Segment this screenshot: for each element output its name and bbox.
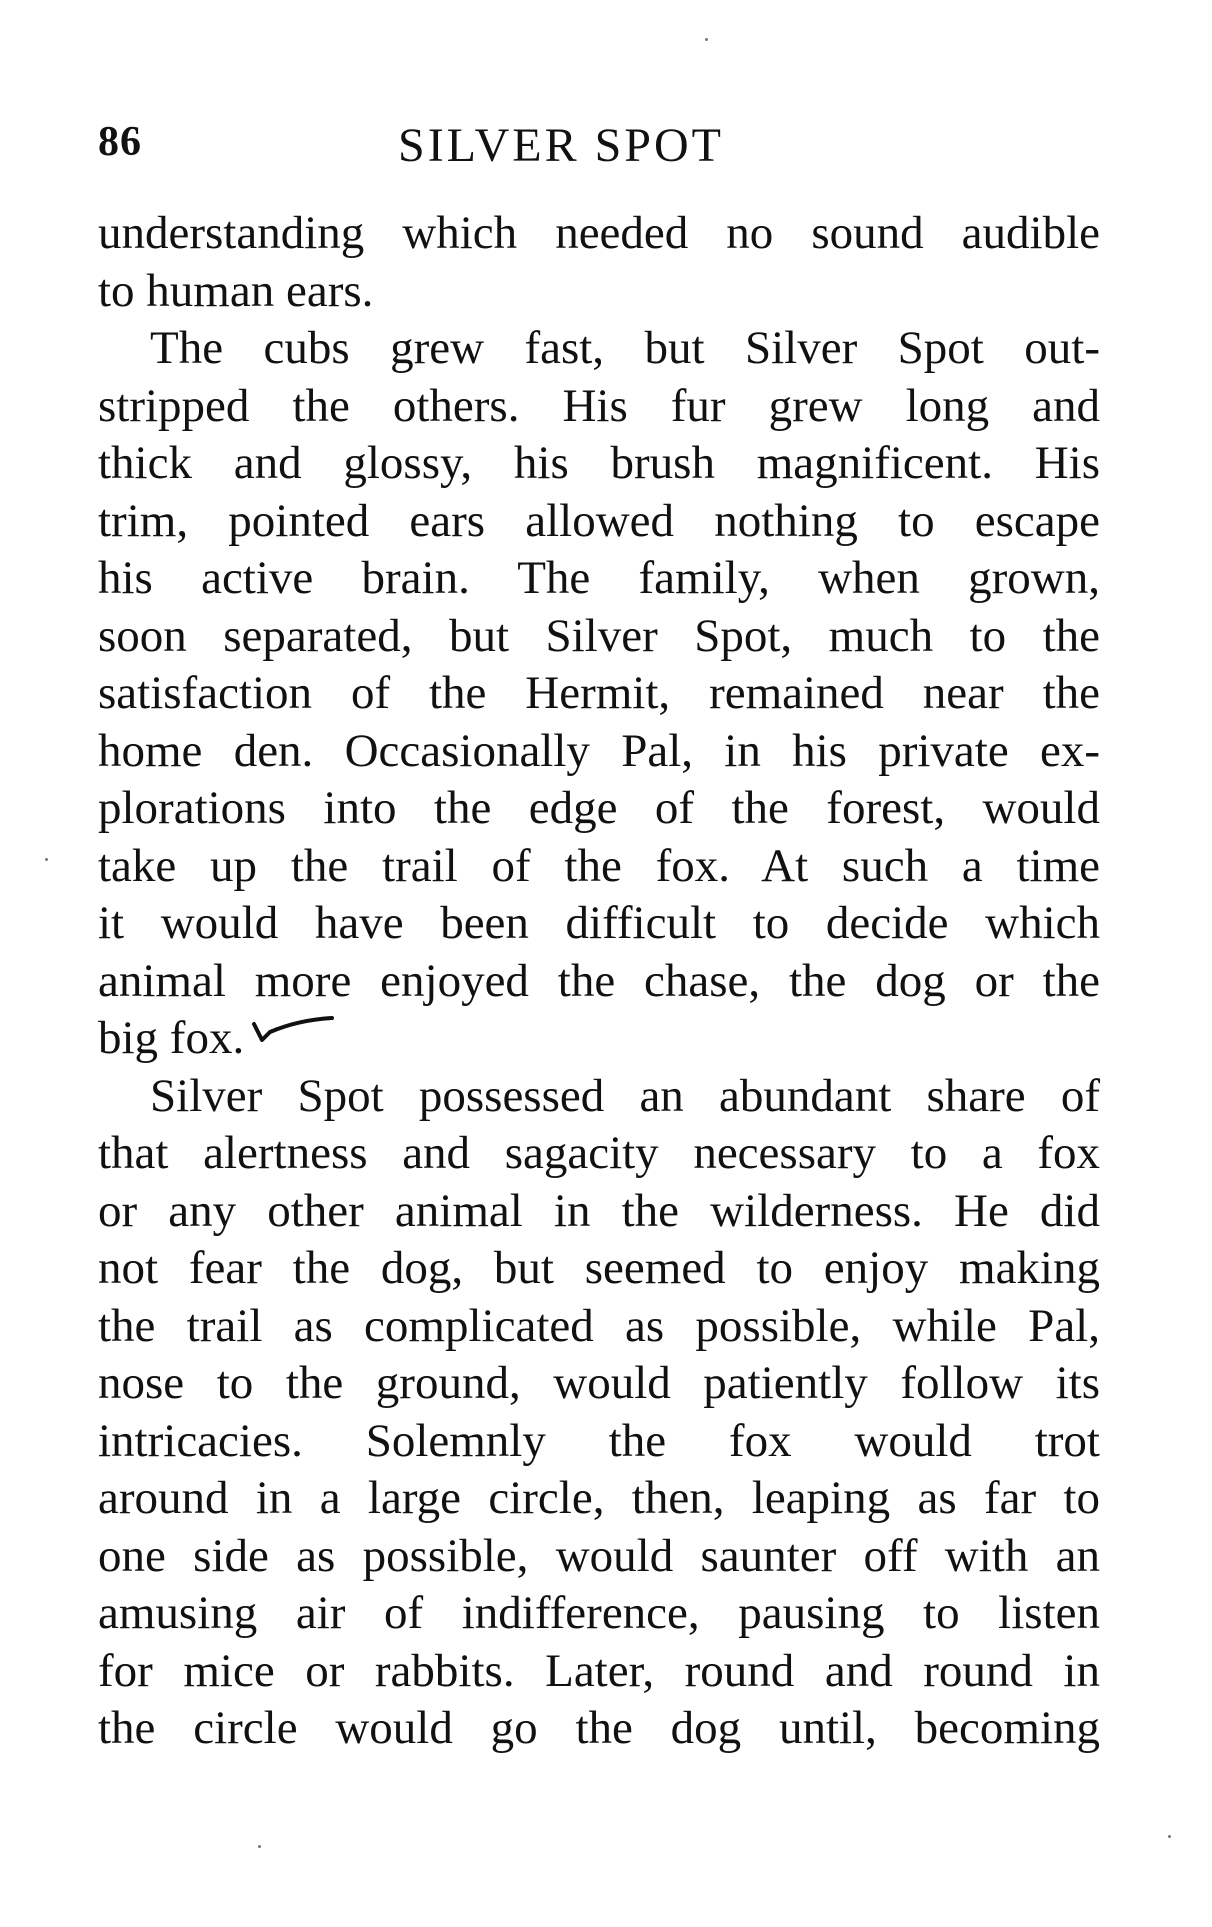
text-line: his active brain. The family, when grown,	[98, 552, 1100, 604]
text-line: animal more enjoyed the chase, the dog or the	[98, 954, 1100, 1007]
text-line-with-mark	[98, 1010, 1100, 1068]
paper-speck	[705, 38, 708, 41]
page-header	[98, 118, 1098, 178]
text-line: take up the trail of the fox. At such a time	[98, 839, 1100, 892]
text-line: not fear the dog, but seemed to enjoy making	[98, 1242, 1100, 1294]
text-line: The cubs grew fast, but Silver Spot out-	[150, 322, 1100, 374]
text-line: intricacies. Solemnly the fox would trot	[98, 1414, 1100, 1467]
text-line: stripped the others. His fur grew long and	[98, 379, 1100, 432]
paper-speck	[45, 858, 48, 861]
text-line: it would have been difficult to decide which	[98, 897, 1100, 949]
running-title: SILVER SPOT	[398, 119, 724, 172]
text-line: or any other animal in the wilderness. He did	[98, 1184, 1100, 1237]
text-line: soon separated, but Silver Spot, much to the	[98, 609, 1100, 662]
text-line: the circle would go the dog until, becoming	[98, 1702, 1100, 1754]
text-line: understanding which needed no sound audible	[98, 207, 1100, 259]
text-line: for mice or rabbits. Later, round and round in	[98, 1644, 1100, 1697]
text-line: plorations into the edge of the forest, would	[98, 782, 1100, 834]
text-line: the trail as complicated as possible, while Pal,	[98, 1299, 1100, 1352]
body-text	[98, 205, 1100, 1758]
text-line: around in a large circle, then, leaping as far to	[98, 1472, 1100, 1524]
text-line: one side as possible, would saunter off with an	[98, 1529, 1100, 1582]
text-line: that alertness and sagacity necessary to a fox	[98, 1127, 1100, 1179]
text-line: home den. Occasionally Pal, in his private ex-	[98, 724, 1100, 777]
paper-speck	[258, 1845, 261, 1848]
text-line: big fox.	[98, 1012, 245, 1064]
text-line: Silver Spot possessed an abundant share of	[150, 1069, 1100, 1122]
page-number: 86	[98, 119, 142, 165]
text-line: thick and glossy, his brush magnificent. His	[98, 437, 1100, 489]
text-line: amusing air of indifference, pausing to listen	[98, 1587, 1100, 1639]
handwritten-check-mark-icon	[248, 1010, 338, 1050]
paper-speck	[1168, 1835, 1171, 1838]
text-line: trim, pointed ears allowed nothing to escape	[98, 494, 1100, 547]
text-line: satisfaction of the Hermit, remained near the	[98, 667, 1100, 719]
text-line: to human ears.	[98, 264, 374, 317]
text-line: nose to the ground, would patiently follow its	[98, 1357, 1100, 1409]
